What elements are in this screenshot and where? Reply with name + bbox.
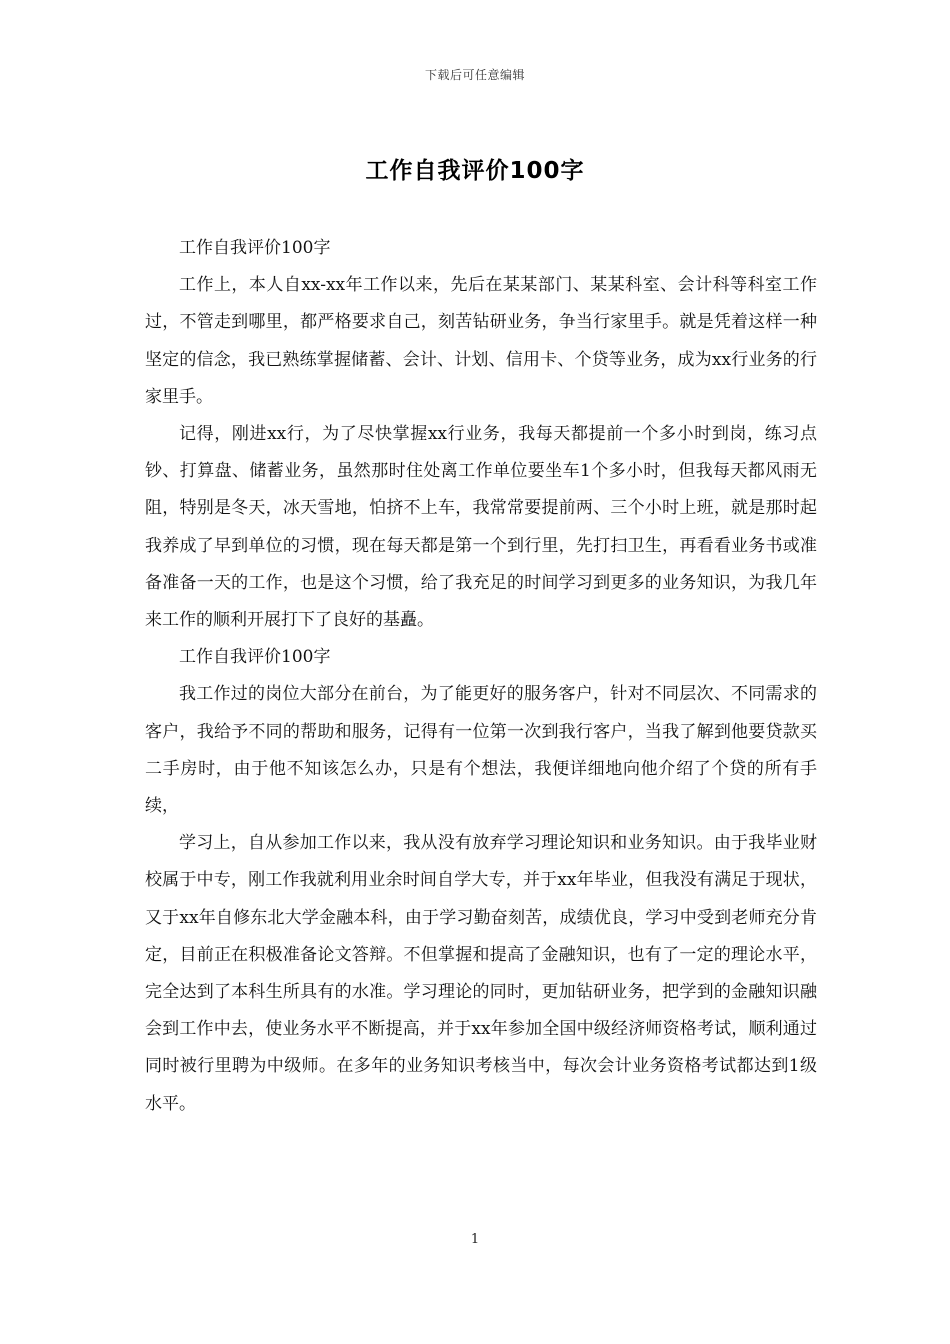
page-number: 1 [470,1232,480,1247]
paragraph-work: 工作上，本人自xx-xx年工作以来，先后在某某部门、某某科室、会计科等科室工作过，不管走到哪里，都严格要求自己，刻苦钻研业务，争当行家里手。就是凭着这样一种坚定的信念，我已熟练掌握储蓄、会计、计划、信用卡、个贷等业务，成为xx行业务的行家里手。 [145,275,817,407]
paragraph-service: 我工作过的岗位大部分在前台，为了能更好的服务客户，针对不同层次、不同需求的客户，我给予不同的帮助和服务，记得有一位第一次到我行客户，当我了解到他要贷款买二手房时，由于他不知该怎么办，只是有个想法，我便详细地向他介绍了个贷的所有手续， [145,684,817,817]
paragraph-memory: 记得，刚进xx行，为了尽快掌握xx行业务，我每天都提前一个多小时到岗，练习点钞、打算盘、储蓄业务，虽然那时住处离工作单位要坐车1个多小时，但我每天都风雨无阻，特别是冬天，冰天雪地，怕挤不上车，我常常要提前两、三个小时上班，就是那时起我养成了早到单位的习惯，现在每天都是第一个到行里，先打扫卫生，再看看业务书或准备准备一天的工作，也是这个习惯，给了我充足的时间学习到更多的业务知识，为我几年来工作的顺利开展打下了良好的基矗。 [145,424,817,631]
header-note: 下载后可任意编辑 [424,68,525,82]
document-body [145,230,817,1123]
document-title: 工作自我评价100字 [365,158,585,184]
paragraph-study: 学习上，自从参加工作以来，我从没有放弃学习理论知识和业务知识。由于我毕业财校属于中专，刚工作我就利用业余时间自学大专，并于xx年毕业，但我没有满足于现状，又于xx年自修东北大学金融本科，由于学习勤奋刻苦，成绩优良，学习中受到老师充分肯定，目前正在积极准备论文答辩。不但掌握和提高了金融知识，也有了一定的理论水平，完全达到了本科生所具有的水准。学习理论的同时，更加钻研业务，把学到的金融知识融会到工作中去，使业务水平不断提高，并于xx年参加全国中级经济师资格考试，顺利通过同时被行里聘为中级师。在多年的业务知识考核当中，每次会计业务资格考试都达到1级水平。 [145,833,817,1114]
section-heading: 工作自我评价100字 [179,238,331,258]
section-heading: 工作自我评价100字 [179,647,331,668]
